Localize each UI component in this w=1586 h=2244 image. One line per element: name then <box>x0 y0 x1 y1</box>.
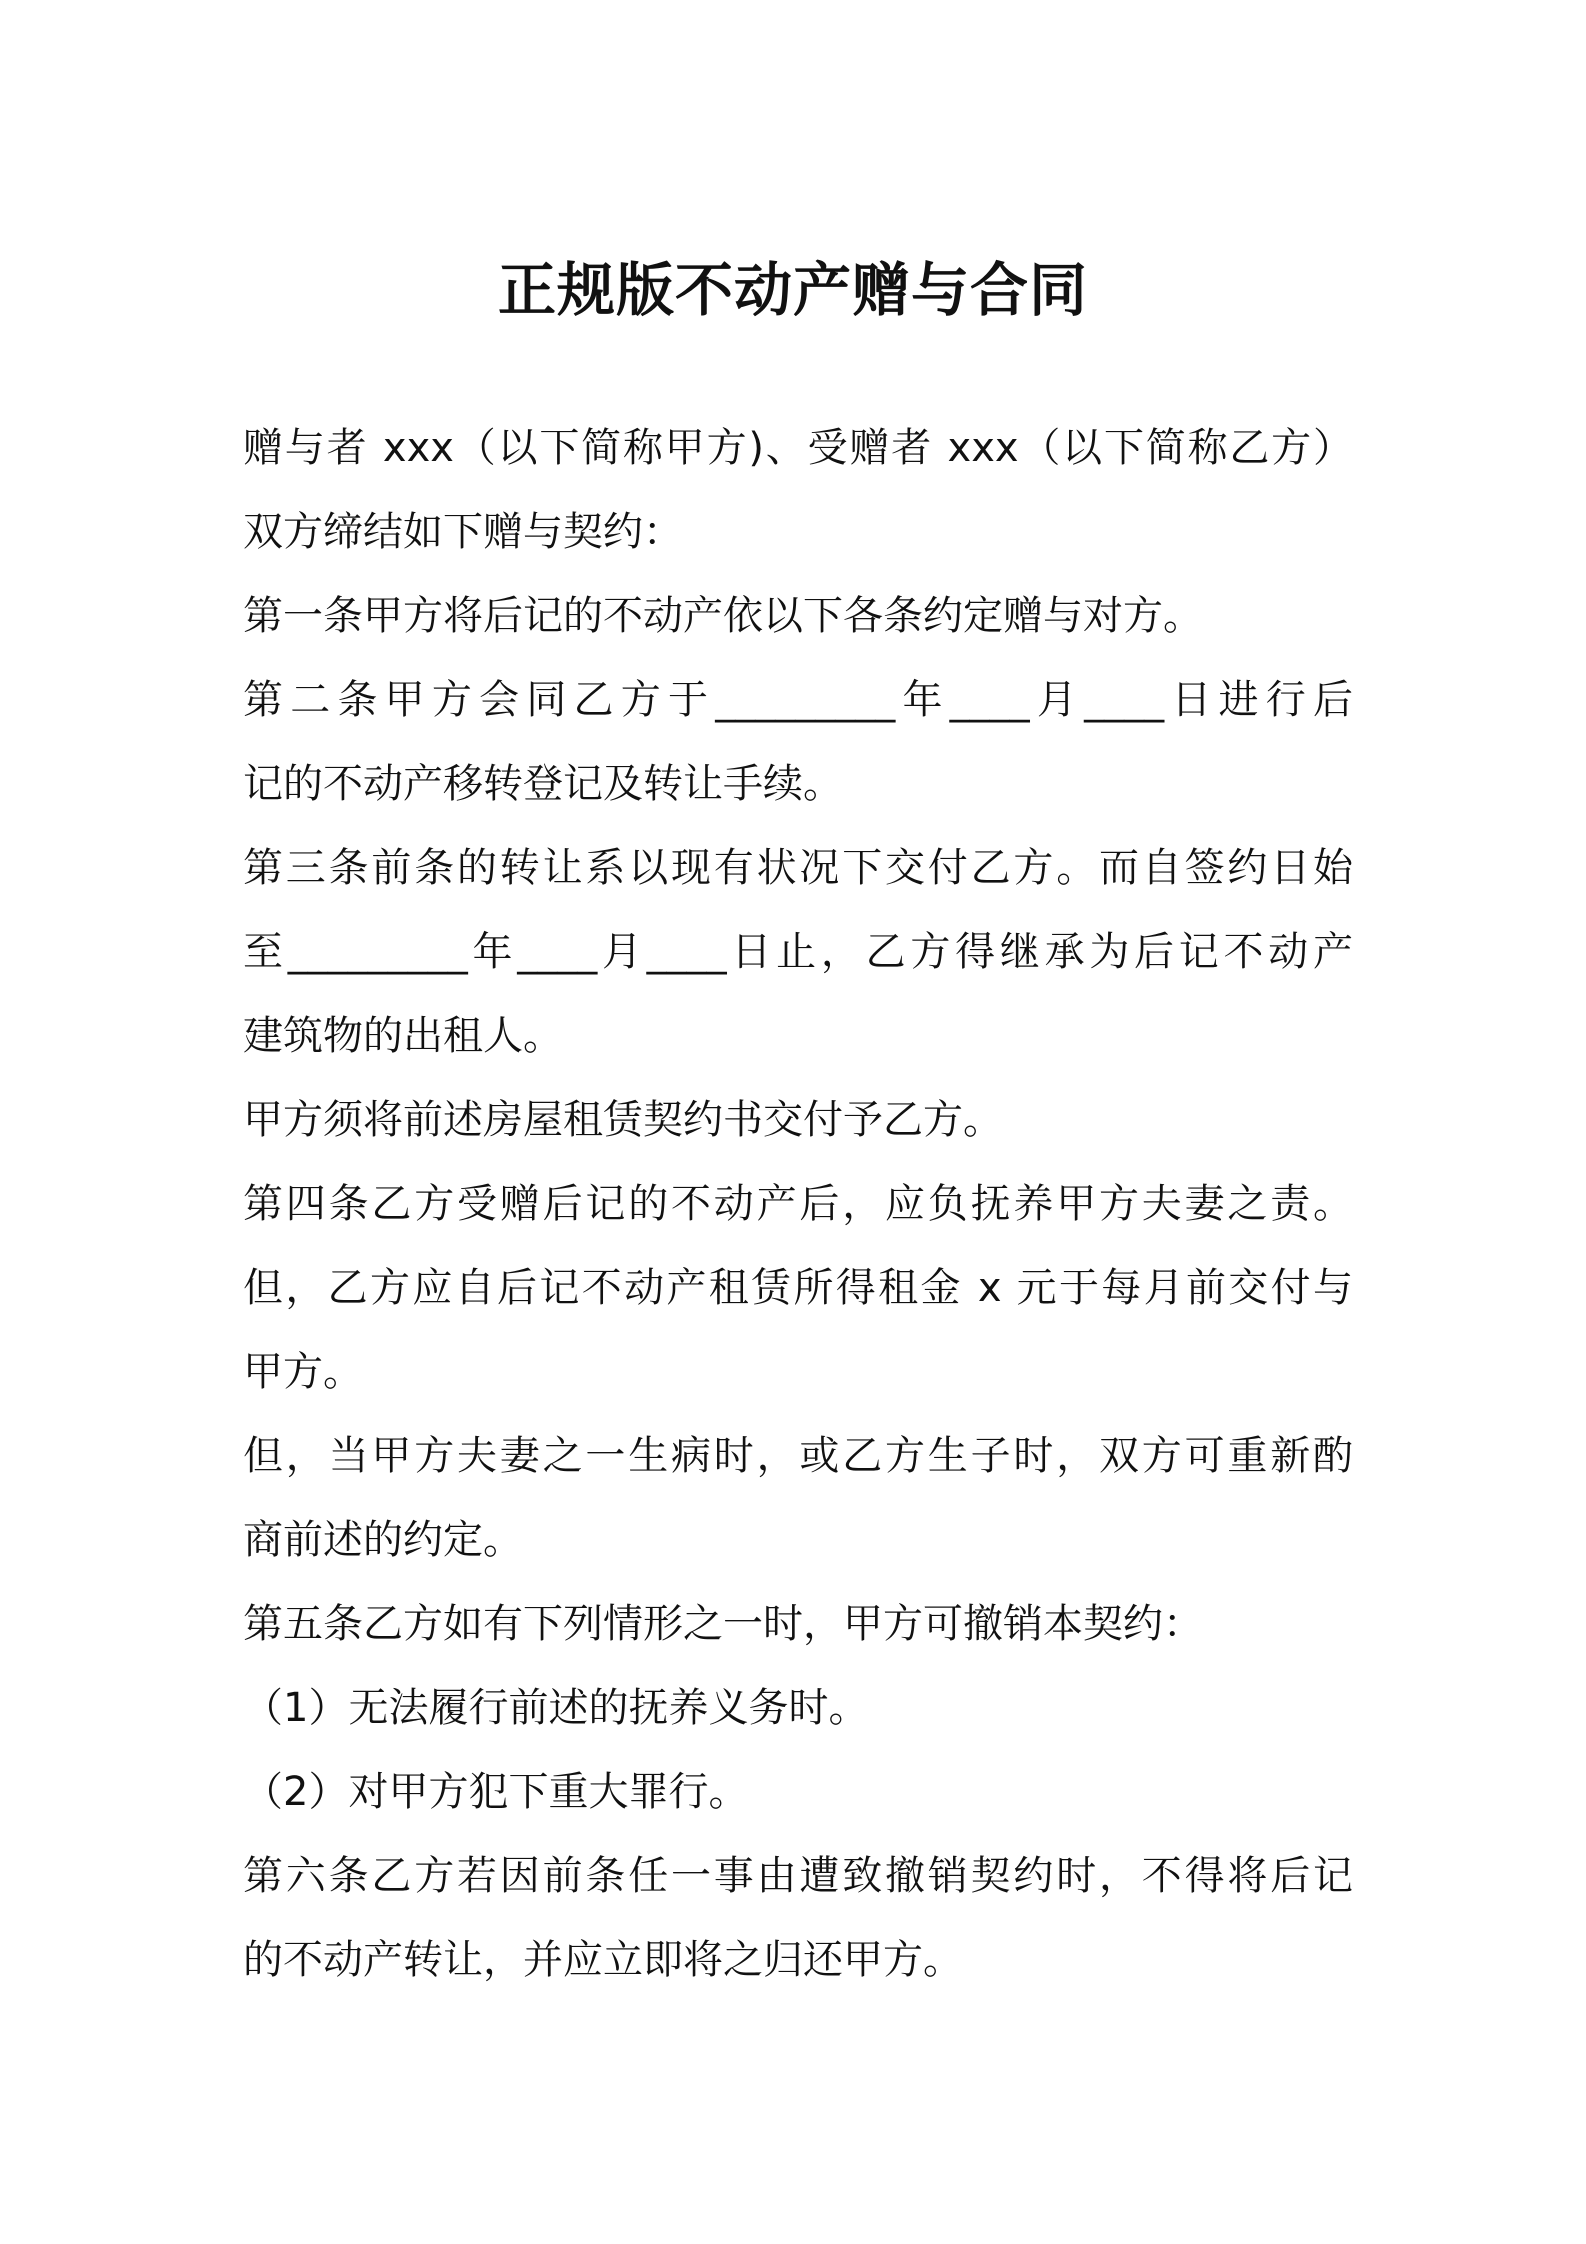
text-line: 双方缔结如下赠与契约： <box>243 509 683 555</box>
document-body <box>243 406 1363 2002</box>
text-line: 记的不动产移转登记及转让手续。 <box>243 761 843 807</box>
text-line: 甲方须将前述房屋租赁契约书交付予乙方。 <box>243 1097 1003 1143</box>
text-line: 第一条甲方将后记的不动产依以下各条约定赠与对方。 <box>243 593 1203 639</box>
text-line: 建筑物的出租人。 <box>243 1013 563 1059</box>
text-line: 第四条乙方受赠后记的不动产后，应负抚养甲方夫妻之责。 <box>243 1181 1353 1227</box>
document-title: 正规版不动产赠与合同 <box>497 256 1088 324</box>
text-line: 至_________年____月____日止，乙方得继承为后记不动产 <box>243 929 1353 975</box>
text-line: 的不动产转让，并应立即将之归还甲方。 <box>243 1937 963 1983</box>
list-item: （1）无法履行前述的抚养义务时。 <box>243 1685 869 1731</box>
text-line: 甲方。 <box>243 1349 363 1395</box>
text-line: 商前述的约定。 <box>243 1517 523 1563</box>
text-line: 但，当甲方夫妻之一生病时，或乙方生子时，双方可重新酌 <box>243 1433 1353 1479</box>
text-line: 第三条前条的转让系以现有状况下交付乙方。而自签约日始 <box>243 845 1353 891</box>
text-line: 赠与者 xxx（以下简称甲方)、受赠者 xxx（以下简称乙方） <box>243 425 1353 471</box>
text-line: 第五条乙方如有下列情形之一时，甲方可撤销本契约： <box>243 1601 1203 1647</box>
text-line: 第二条甲方会同乙方于_________年____月____日进行后 <box>243 677 1353 723</box>
text-line: 第六条乙方若因前条任一事由遭致撤销契约时，不得将后记 <box>243 1853 1353 1899</box>
list-item: （2）对甲方犯下重大罪行。 <box>243 1769 749 1815</box>
text-line: 但，乙方应自后记不动产租赁所得租金 x 元于每月前交付与 <box>243 1265 1353 1311</box>
